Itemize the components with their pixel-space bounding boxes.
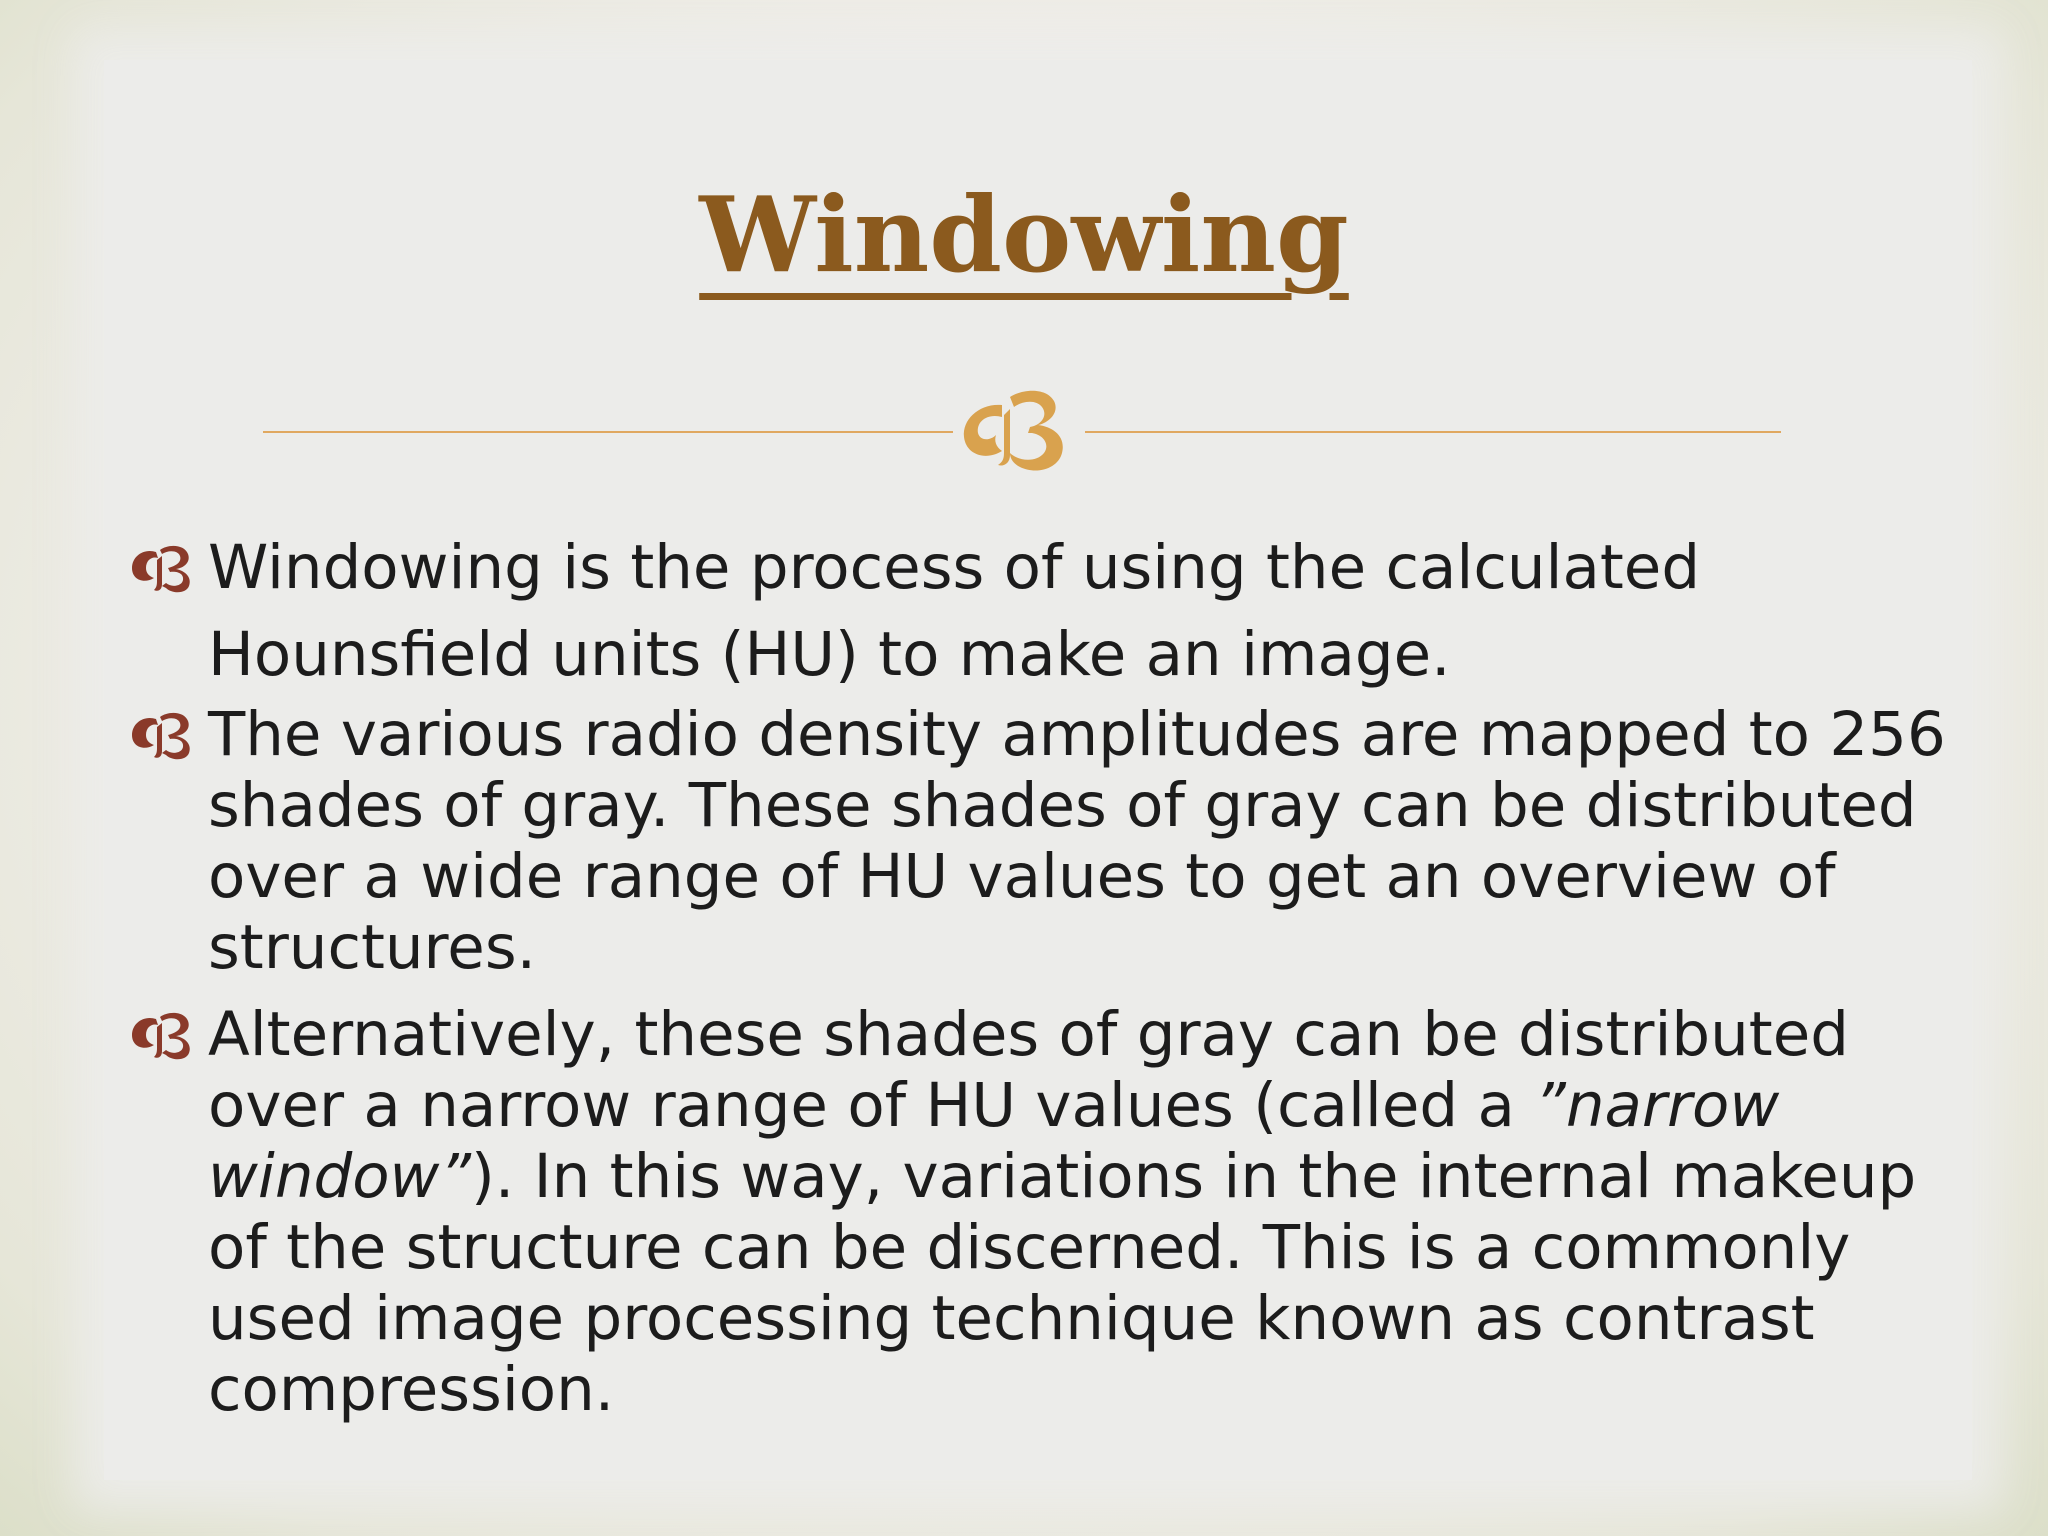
bullet-item-1	[120, 524, 1950, 698]
bullet-item-2	[120, 699, 1950, 983]
bullet-text-3-before: Alternatively, these shades of gray can be distributed over a narrow range of HU values (called a	[208, 999, 1849, 1141]
bullet-text-3-italic: ”narrow window”	[208, 1070, 1780, 1212]
bullet-text-1: Windowing is the process of using the calculated Hounsfield units (HU) to make an image.	[208, 532, 1701, 690]
title-divider-left	[263, 431, 953, 433]
bullet-list	[120, 524, 1950, 1425]
slide-title	[0, 170, 2048, 300]
bullet-text-2: The various radio density amplitudes are mapped to 256 shades of gray. These shades of gray can be distributed over a wide range of HU values to get an overview of structures.	[208, 699, 1946, 983]
slide-title-text: Windowing	[699, 173, 1349, 296]
fleuron-bullet-icon	[126, 1005, 196, 1061]
bullet-text-3-after: ). In this way, variations in the internal makeup of the structure can be discerned. This is a commonly used image processing technique known as contrast compression.	[208, 1141, 1917, 1425]
title-divider-right	[1085, 431, 1781, 433]
fleuron-bullet-icon	[126, 538, 196, 594]
flourish-icon	[950, 375, 1090, 485]
fleuron-bullet-icon	[126, 705, 196, 761]
bullet-item-3	[120, 999, 1950, 1425]
